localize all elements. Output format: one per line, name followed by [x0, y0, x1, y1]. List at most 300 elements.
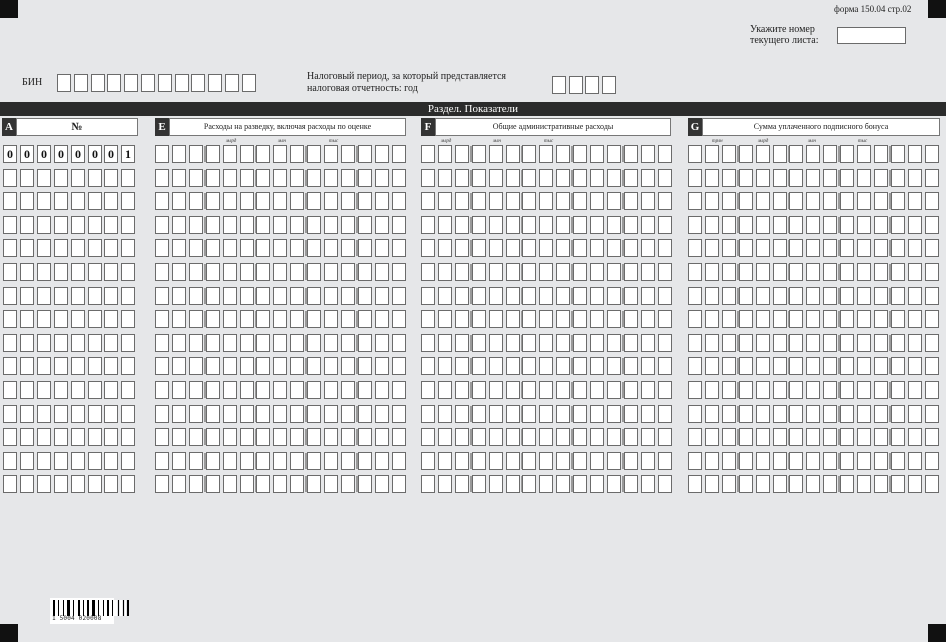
column-e-digit-cell[interactable] — [358, 381, 372, 399]
row-number-cell[interactable] — [88, 452, 102, 470]
column-e-digit-cell[interactable] — [223, 145, 237, 163]
column-e-digit-cell[interactable] — [240, 452, 254, 470]
column-g-digit-cell[interactable] — [705, 216, 719, 234]
column-g-digit-cell[interactable] — [874, 287, 888, 305]
column-f-digit-cell[interactable] — [607, 452, 621, 470]
row-number-cell[interactable] — [71, 192, 85, 210]
column-f-digit-cell[interactable] — [438, 263, 452, 281]
column-f-digit-cell[interactable] — [539, 475, 553, 493]
column-e-digit-cell[interactable] — [273, 357, 287, 375]
row-number-cell[interactable]: 0 — [37, 145, 51, 163]
row-number-cell[interactable] — [54, 475, 68, 493]
bin-digit-cell[interactable] — [191, 74, 205, 92]
row-number-cell[interactable] — [71, 334, 85, 352]
column-e-digit-cell[interactable] — [273, 405, 287, 423]
row-number-cell[interactable]: 0 — [20, 145, 34, 163]
column-g-digit-cell[interactable] — [806, 169, 820, 187]
column-g-digit-cell[interactable] — [789, 287, 803, 305]
column-e-digit-cell[interactable] — [155, 310, 169, 328]
year-digit-cell[interactable] — [569, 76, 583, 94]
column-g-digit-cell[interactable] — [806, 239, 820, 257]
column-g-digit-cell[interactable] — [739, 169, 753, 187]
column-g-digit-cell[interactable] — [773, 145, 787, 163]
column-g-digit-cell[interactable] — [874, 169, 888, 187]
column-e-digit-cell[interactable] — [341, 216, 355, 234]
column-f-digit-cell[interactable] — [421, 452, 435, 470]
column-f-digit-cell[interactable] — [455, 263, 469, 281]
column-g-digit-cell[interactable] — [925, 357, 939, 375]
row-number-cell[interactable] — [88, 334, 102, 352]
column-e-digit-cell[interactable] — [290, 145, 304, 163]
column-g-digit-cell[interactable] — [925, 216, 939, 234]
column-g-digit-cell[interactable] — [823, 192, 837, 210]
row-number-cell[interactable] — [54, 169, 68, 187]
column-e-digit-cell[interactable] — [392, 287, 406, 305]
column-f-digit-cell[interactable] — [506, 381, 520, 399]
column-f-digit-cell[interactable] — [522, 239, 536, 257]
column-f-digit-cell[interactable] — [472, 192, 486, 210]
column-e-digit-cell[interactable] — [240, 310, 254, 328]
column-f-digit-cell[interactable] — [539, 381, 553, 399]
column-f-digit-cell[interactable] — [489, 428, 503, 446]
row-number-cell[interactable] — [54, 381, 68, 399]
column-f-digit-cell[interactable] — [607, 405, 621, 423]
column-e-digit-cell[interactable] — [341, 428, 355, 446]
column-e-digit-cell[interactable] — [155, 452, 169, 470]
column-e-digit-cell[interactable] — [358, 263, 372, 281]
column-f-digit-cell[interactable] — [573, 334, 587, 352]
row-number-cell[interactable] — [3, 287, 17, 305]
column-g-digit-cell[interactable] — [722, 239, 736, 257]
column-e-digit-cell[interactable] — [155, 216, 169, 234]
column-g-digit-cell[interactable] — [789, 192, 803, 210]
column-e-digit-cell[interactable] — [273, 263, 287, 281]
column-f-digit-cell[interactable] — [556, 263, 570, 281]
row-number-cell[interactable] — [3, 192, 17, 210]
column-f-digit-cell[interactable] — [607, 145, 621, 163]
column-f-digit-cell[interactable] — [506, 239, 520, 257]
row-number-cell[interactable] — [71, 475, 85, 493]
column-e-digit-cell[interactable] — [324, 381, 338, 399]
column-f-digit-cell[interactable] — [472, 239, 486, 257]
column-g-digit-cell[interactable] — [891, 357, 905, 375]
column-e-digit-cell[interactable] — [223, 263, 237, 281]
column-e-digit-cell[interactable] — [341, 145, 355, 163]
column-g-digit-cell[interactable] — [840, 357, 854, 375]
column-e-digit-cell[interactable] — [155, 287, 169, 305]
column-g-digit-cell[interactable] — [908, 216, 922, 234]
column-f-digit-cell[interactable] — [590, 334, 604, 352]
column-e-digit-cell[interactable] — [341, 287, 355, 305]
column-g-digit-cell[interactable] — [891, 475, 905, 493]
column-g-digit-cell[interactable] — [908, 428, 922, 446]
column-e-digit-cell[interactable] — [375, 287, 389, 305]
row-number-cell[interactable] — [104, 169, 118, 187]
column-f-digit-cell[interactable] — [472, 216, 486, 234]
column-e-digit-cell[interactable] — [189, 216, 203, 234]
column-e-digit-cell[interactable] — [290, 169, 304, 187]
column-g-digit-cell[interactable] — [688, 192, 702, 210]
column-e-digit-cell[interactable] — [206, 192, 220, 210]
column-e-digit-cell[interactable] — [375, 381, 389, 399]
column-e-digit-cell[interactable] — [206, 145, 220, 163]
column-e-digit-cell[interactable] — [273, 428, 287, 446]
column-e-digit-cell[interactable] — [256, 145, 270, 163]
column-e-digit-cell[interactable] — [256, 452, 270, 470]
row-number-cell[interactable]: 0 — [54, 145, 68, 163]
column-g-digit-cell[interactable] — [773, 452, 787, 470]
bin-digit-cell[interactable] — [225, 74, 239, 92]
column-f-digit-cell[interactable] — [472, 334, 486, 352]
column-f-digit-cell[interactable] — [607, 310, 621, 328]
row-number-cell[interactable] — [54, 192, 68, 210]
column-f-digit-cell[interactable] — [556, 334, 570, 352]
column-g-digit-cell[interactable] — [739, 334, 753, 352]
column-f-digit-cell[interactable] — [590, 169, 604, 187]
column-f-digit-cell[interactable] — [590, 357, 604, 375]
column-e-digit-cell[interactable] — [358, 310, 372, 328]
column-e-digit-cell[interactable] — [223, 239, 237, 257]
column-f-digit-cell[interactable] — [556, 169, 570, 187]
column-g-digit-cell[interactable] — [789, 310, 803, 328]
column-f-digit-cell[interactable] — [641, 381, 655, 399]
column-f-digit-cell[interactable] — [641, 405, 655, 423]
row-number-cell[interactable] — [71, 287, 85, 305]
column-e-digit-cell[interactable] — [375, 428, 389, 446]
row-number-cell[interactable]: 0 — [88, 145, 102, 163]
column-f-digit-cell[interactable] — [641, 334, 655, 352]
column-g-digit-cell[interactable] — [739, 287, 753, 305]
column-g-digit-cell[interactable] — [688, 381, 702, 399]
column-e-digit-cell[interactable] — [307, 216, 321, 234]
column-g-digit-cell[interactable] — [756, 334, 770, 352]
row-number-cell[interactable] — [20, 428, 34, 446]
column-g-digit-cell[interactable] — [925, 405, 939, 423]
column-e-digit-cell[interactable] — [324, 334, 338, 352]
column-g-digit-cell[interactable] — [823, 334, 837, 352]
column-f-digit-cell[interactable] — [658, 145, 672, 163]
column-f-digit-cell[interactable] — [573, 310, 587, 328]
row-number-cell[interactable] — [121, 452, 135, 470]
column-g-digit-cell[interactable] — [688, 310, 702, 328]
row-number-cell[interactable] — [54, 428, 68, 446]
row-number-cell[interactable] — [37, 405, 51, 423]
column-e-digit-cell[interactable] — [324, 145, 338, 163]
column-e-digit-cell[interactable] — [256, 310, 270, 328]
column-e-digit-cell[interactable] — [189, 381, 203, 399]
column-g-digit-cell[interactable] — [705, 357, 719, 375]
column-g-digit-cell[interactable] — [756, 169, 770, 187]
column-f-digit-cell[interactable] — [421, 357, 435, 375]
column-g-digit-cell[interactable] — [840, 145, 854, 163]
column-f-digit-cell[interactable] — [489, 452, 503, 470]
column-f-digit-cell[interactable] — [573, 405, 587, 423]
column-f-digit-cell[interactable] — [421, 310, 435, 328]
row-number-cell[interactable]: 0 — [71, 145, 85, 163]
row-number-cell[interactable] — [104, 287, 118, 305]
column-g-digit-cell[interactable] — [756, 310, 770, 328]
row-number-cell[interactable] — [20, 287, 34, 305]
row-number-cell[interactable] — [88, 192, 102, 210]
column-f-digit-cell[interactable] — [522, 192, 536, 210]
column-f-digit-cell[interactable] — [590, 192, 604, 210]
column-f-digit-cell[interactable] — [472, 452, 486, 470]
column-e-digit-cell[interactable] — [223, 428, 237, 446]
column-f-digit-cell[interactable] — [522, 169, 536, 187]
column-f-digit-cell[interactable] — [624, 452, 638, 470]
column-g-digit-cell[interactable] — [891, 452, 905, 470]
column-g-digit-cell[interactable] — [806, 381, 820, 399]
column-e-digit-cell[interactable] — [256, 192, 270, 210]
column-e-digit-cell[interactable] — [341, 192, 355, 210]
column-e-digit-cell[interactable] — [290, 381, 304, 399]
column-f-digit-cell[interactable] — [641, 239, 655, 257]
column-g-digit-cell[interactable] — [773, 310, 787, 328]
column-g-digit-cell[interactable] — [739, 216, 753, 234]
column-e-digit-cell[interactable] — [172, 145, 186, 163]
row-number-cell[interactable] — [121, 334, 135, 352]
column-g-digit-cell[interactable] — [823, 287, 837, 305]
column-f-digit-cell[interactable] — [438, 452, 452, 470]
column-g-digit-cell[interactable] — [739, 310, 753, 328]
column-f-digit-cell[interactable] — [624, 310, 638, 328]
column-e-digit-cell[interactable] — [307, 452, 321, 470]
column-e-digit-cell[interactable] — [375, 405, 389, 423]
column-f-digit-cell[interactable] — [489, 192, 503, 210]
column-f-digit-cell[interactable] — [522, 475, 536, 493]
column-f-digit-cell[interactable] — [455, 452, 469, 470]
bin-digit-cell[interactable] — [74, 74, 88, 92]
column-f-digit-cell[interactable] — [590, 428, 604, 446]
column-f-digit-cell[interactable] — [438, 357, 452, 375]
column-f-digit-cell[interactable] — [522, 145, 536, 163]
row-number-cell[interactable] — [20, 381, 34, 399]
row-number-cell[interactable] — [37, 357, 51, 375]
column-g-digit-cell[interactable] — [756, 192, 770, 210]
column-f-digit-cell[interactable] — [438, 145, 452, 163]
column-e-digit-cell[interactable] — [172, 192, 186, 210]
row-number-cell[interactable] — [71, 452, 85, 470]
bin-digit-cell[interactable] — [175, 74, 189, 92]
column-e-digit-cell[interactable] — [392, 475, 406, 493]
column-f-digit-cell[interactable] — [522, 357, 536, 375]
column-e-digit-cell[interactable] — [206, 239, 220, 257]
column-e-digit-cell[interactable] — [172, 310, 186, 328]
column-g-digit-cell[interactable] — [722, 428, 736, 446]
column-e-digit-cell[interactable] — [290, 334, 304, 352]
column-f-digit-cell[interactable] — [624, 405, 638, 423]
column-f-digit-cell[interactable] — [573, 381, 587, 399]
column-g-digit-cell[interactable] — [891, 287, 905, 305]
row-number-cell[interactable] — [121, 475, 135, 493]
column-f-digit-cell[interactable] — [641, 263, 655, 281]
column-g-digit-cell[interactable] — [739, 145, 753, 163]
column-g-digit-cell[interactable] — [806, 475, 820, 493]
column-g-digit-cell[interactable] — [739, 381, 753, 399]
column-g-digit-cell[interactable] — [823, 239, 837, 257]
column-g-digit-cell[interactable] — [722, 263, 736, 281]
row-number-cell[interactable] — [20, 239, 34, 257]
column-e-digit-cell[interactable] — [392, 263, 406, 281]
column-f-digit-cell[interactable] — [556, 239, 570, 257]
column-f-digit-cell[interactable] — [556, 216, 570, 234]
column-e-digit-cell[interactable] — [172, 334, 186, 352]
bin-digit-cell[interactable] — [107, 74, 121, 92]
column-f-digit-cell[interactable] — [658, 310, 672, 328]
column-f-digit-cell[interactable] — [624, 475, 638, 493]
column-f-digit-cell[interactable] — [590, 263, 604, 281]
row-number-cell[interactable] — [3, 381, 17, 399]
column-f-digit-cell[interactable] — [556, 357, 570, 375]
column-e-digit-cell[interactable] — [307, 192, 321, 210]
row-number-cell[interactable] — [104, 357, 118, 375]
column-f-digit-cell[interactable] — [624, 239, 638, 257]
column-f-digit-cell[interactable] — [624, 263, 638, 281]
column-g-digit-cell[interactable] — [789, 381, 803, 399]
column-f-digit-cell[interactable] — [556, 310, 570, 328]
column-e-digit-cell[interactable] — [324, 452, 338, 470]
column-f-digit-cell[interactable] — [573, 239, 587, 257]
column-f-digit-cell[interactable] — [522, 263, 536, 281]
column-g-digit-cell[interactable] — [925, 381, 939, 399]
column-f-digit-cell[interactable] — [607, 216, 621, 234]
column-g-digit-cell[interactable] — [857, 263, 871, 281]
column-f-digit-cell[interactable] — [421, 334, 435, 352]
column-f-digit-cell[interactable] — [472, 475, 486, 493]
column-g-digit-cell[interactable] — [823, 145, 837, 163]
column-f-digit-cell[interactable] — [438, 405, 452, 423]
row-number-cell[interactable] — [88, 357, 102, 375]
year-digit-cell[interactable] — [602, 76, 616, 94]
column-e-digit-cell[interactable] — [358, 428, 372, 446]
column-f-digit-cell[interactable] — [455, 428, 469, 446]
row-number-cell[interactable] — [104, 310, 118, 328]
row-number-cell[interactable] — [3, 452, 17, 470]
row-number-cell[interactable] — [3, 334, 17, 352]
column-g-digit-cell[interactable] — [857, 192, 871, 210]
column-e-digit-cell[interactable] — [189, 334, 203, 352]
column-g-digit-cell[interactable] — [908, 287, 922, 305]
column-g-digit-cell[interactable] — [739, 452, 753, 470]
row-number-cell[interactable] — [71, 310, 85, 328]
column-f-digit-cell[interactable] — [641, 452, 655, 470]
column-f-digit-cell[interactable] — [573, 428, 587, 446]
column-f-digit-cell[interactable] — [522, 428, 536, 446]
row-number-cell[interactable] — [88, 405, 102, 423]
row-number-cell[interactable] — [37, 192, 51, 210]
column-g-digit-cell[interactable] — [840, 192, 854, 210]
column-f-digit-cell[interactable] — [539, 287, 553, 305]
column-f-digit-cell[interactable] — [421, 475, 435, 493]
row-number-cell[interactable] — [88, 381, 102, 399]
column-g-digit-cell[interactable] — [823, 169, 837, 187]
bin-digit-cell[interactable] — [242, 74, 256, 92]
row-number-cell[interactable] — [54, 452, 68, 470]
column-f-digit-cell[interactable] — [421, 169, 435, 187]
column-e-digit-cell[interactable] — [172, 452, 186, 470]
column-g-digit-cell[interactable] — [857, 452, 871, 470]
column-g-digit-cell[interactable] — [891, 169, 905, 187]
bin-digit-cell[interactable] — [208, 74, 222, 92]
column-g-digit-cell[interactable] — [925, 475, 939, 493]
column-f-digit-cell[interactable] — [573, 475, 587, 493]
column-g-digit-cell[interactable] — [705, 475, 719, 493]
column-f-digit-cell[interactable] — [455, 310, 469, 328]
column-f-digit-cell[interactable] — [539, 145, 553, 163]
column-e-digit-cell[interactable] — [375, 216, 389, 234]
row-number-cell[interactable] — [20, 357, 34, 375]
column-e-digit-cell[interactable] — [341, 452, 355, 470]
column-e-digit-cell[interactable] — [324, 239, 338, 257]
column-e-digit-cell[interactable] — [189, 192, 203, 210]
column-g-digit-cell[interactable] — [806, 287, 820, 305]
column-e-digit-cell[interactable] — [307, 310, 321, 328]
column-g-digit-cell[interactable] — [925, 452, 939, 470]
row-number-cell[interactable] — [88, 310, 102, 328]
row-number-cell[interactable] — [54, 357, 68, 375]
column-f-digit-cell[interactable] — [624, 381, 638, 399]
column-f-digit-cell[interactable] — [607, 239, 621, 257]
column-f-digit-cell[interactable] — [590, 287, 604, 305]
row-number-cell[interactable] — [37, 381, 51, 399]
column-f-digit-cell[interactable] — [641, 287, 655, 305]
column-f-digit-cell[interactable] — [556, 287, 570, 305]
column-g-digit-cell[interactable] — [722, 216, 736, 234]
column-f-digit-cell[interactable] — [573, 145, 587, 163]
column-e-digit-cell[interactable] — [256, 475, 270, 493]
column-g-digit-cell[interactable] — [857, 381, 871, 399]
column-f-digit-cell[interactable] — [539, 239, 553, 257]
row-number-cell[interactable] — [121, 169, 135, 187]
row-number-cell[interactable] — [88, 475, 102, 493]
column-e-digit-cell[interactable] — [392, 145, 406, 163]
column-g-digit-cell[interactable] — [688, 216, 702, 234]
column-g-digit-cell[interactable] — [722, 287, 736, 305]
column-g-digit-cell[interactable] — [840, 263, 854, 281]
column-e-digit-cell[interactable] — [172, 216, 186, 234]
column-g-digit-cell[interactable] — [925, 310, 939, 328]
row-number-cell[interactable] — [71, 405, 85, 423]
column-f-digit-cell[interactable] — [489, 334, 503, 352]
column-g-digit-cell[interactable] — [806, 405, 820, 423]
row-number-cell[interactable] — [54, 216, 68, 234]
column-g-digit-cell[interactable] — [806, 263, 820, 281]
column-e-digit-cell[interactable] — [392, 216, 406, 234]
column-e-digit-cell[interactable] — [172, 287, 186, 305]
column-f-digit-cell[interactable] — [658, 263, 672, 281]
row-number-cell[interactable] — [104, 239, 118, 257]
row-number-cell[interactable] — [121, 428, 135, 446]
row-number-cell[interactable] — [37, 263, 51, 281]
column-f-digit-cell[interactable] — [438, 381, 452, 399]
column-e-digit-cell[interactable] — [189, 169, 203, 187]
row-number-cell[interactable] — [88, 263, 102, 281]
column-f-digit-cell[interactable] — [489, 263, 503, 281]
column-e-digit-cell[interactable] — [375, 334, 389, 352]
column-g-digit-cell[interactable] — [773, 405, 787, 423]
column-f-digit-cell[interactable] — [455, 239, 469, 257]
column-g-digit-cell[interactable] — [705, 310, 719, 328]
column-g-digit-cell[interactable] — [789, 169, 803, 187]
column-f-digit-cell[interactable] — [556, 475, 570, 493]
column-g-digit-cell[interactable] — [806, 452, 820, 470]
row-number-cell[interactable] — [3, 357, 17, 375]
column-f-digit-cell[interactable] — [658, 381, 672, 399]
column-g-digit-cell[interactable] — [857, 334, 871, 352]
column-g-digit-cell[interactable] — [756, 263, 770, 281]
column-e-digit-cell[interactable] — [358, 216, 372, 234]
row-number-cell[interactable] — [104, 216, 118, 234]
